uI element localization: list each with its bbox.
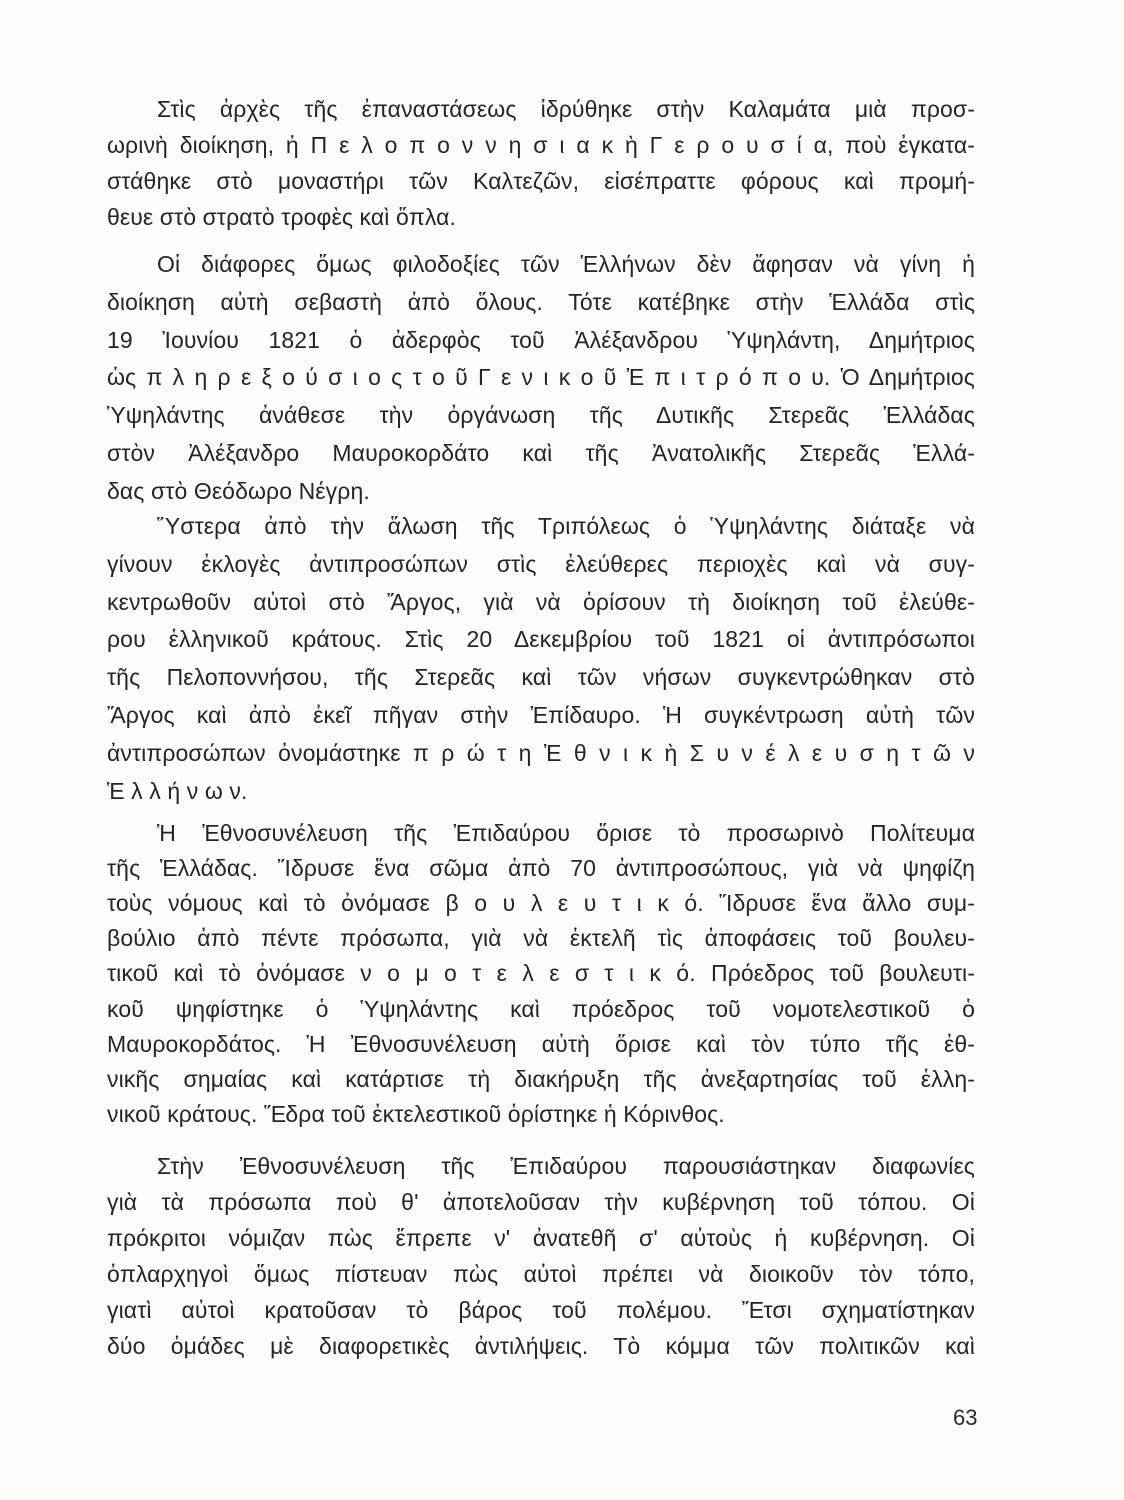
text-line: τῆς Πελοποννήσου, τῆς Στερεᾶς καὶ τῶν νήσων συγκεντρώθηκαν στὸ	[107, 664, 975, 691]
text-line: γιατὶ αὐτοὶ κρατοῦσαν τὸ βάρος τοῦ πολέμου. Ἔτσι σχηματίστηκαν	[107, 1297, 975, 1323]
text-line: ἀντιπροσώπων ὀνομάστηκε π ρ ώ τ η Ἐ θ ν ι κ ὴ Σ υ ν έ λ ε υ σ η τ ῶ ν	[107, 739, 975, 766]
text-line: Ἡ Ἐθνοσυνέλευση τῆς Ἐπιδαύρου ὅρισε τὸ προσωρινὸ Πολίτευμα	[157, 820, 975, 846]
text-line: ρου ἑλληνικοῦ κράτους. Στὶς 20 Δεκεμβρίου τοῦ 1821 οἱ ἀντιπρόσωποι	[107, 626, 975, 653]
text-line: νικοῦ κράτους. Ἕδρα τοῦ ἐκτελεστικοῦ ὁρίστηκε ἡ Κόρινθος.	[107, 1100, 725, 1127]
text-line: δύο ὁμάδες μὲ διαφορετικὲς ἀντιλήψεις. Τὸ κόμμα τῶν πολιτικῶν καὶ	[107, 1333, 975, 1359]
text-line: νικῆς σημαίας καὶ κατάρτισε τὴ διακήρυξη τῆς ἀνεξαρτησίας τοῦ ἑλλη-	[107, 1065, 975, 1092]
text-line: διοίκηση αὐτὴ σεβαστὴ ἀπὸ ὅλους. Τότε κατέβηκε στὴν Ἑλλάδα στὶς	[107, 288, 975, 315]
page-number: 63	[953, 1405, 978, 1430]
text-line: στάθηκε στὸ μοναστήρι τῶν Καλτεζῶν, εἰσέπραττε φόρους καὶ προμή-	[107, 168, 975, 194]
text-line: τικοῦ καὶ τὸ ὀνόμασε ν ο μ ο τ ε λ ε σ τ ι κ ό. Πρόεδρος τοῦ βουλευτι-	[107, 960, 975, 987]
text-line: πρόκριτοι νόμιζαν πὼς ἔπρεπε ν' ἀνατεθῆ σ' αὐτοὺς ἡ κυβέρνηση. Οἱ	[107, 1225, 975, 1251]
text-line: Στὴν Ἐθνοσυνέλευση τῆς Ἐπιδαύρου παρουσιάστηκαν διαφωνίες	[157, 1153, 975, 1179]
text-line: γίνουν ἐκλογὲς ἀντιπροσώπων στὶς ἐλεύθερες περιοχὲς καὶ νὰ συγ-	[107, 550, 975, 577]
text-line: ὡς π λ η ρ ε ξ ο ύ σ ι ο ς τ ο ῦ Γ ε ν ι κ ο ῦ Ἐ π ι τ ρ ό π ο υ. Ὁ Δημήτριος	[107, 364, 975, 391]
text-line: ωρινὴ διοίκηση, ἡ Π ε λ ο π ο ν ν η σ ι α κ ὴ Γ ε ρ ο υ σ ί α, ποὺ ἐγκατα-	[107, 132, 975, 158]
text-line: Ὑψηλάντης ἀνάθεσε τὴν ὀργάνωση τῆς Δυτικῆς Στερεᾶς Ἑλλάδας	[107, 402, 975, 429]
text-line: τῆς Ἑλλάδας. Ἵδρυσε ἕνα σῶμα ἀπὸ 70 ἀντιπροσώπους, γιὰ νὰ ψηφίζη	[107, 855, 975, 882]
text-line: τοὺς νόμους καὶ τὸ ὀνόμασε β ο υ λ ε υ τ ι κ ό. Ἵδρυσε ἕνα ἄλλο συμ-	[107, 890, 975, 917]
text-line: Ἄργος καὶ ἀπὸ ἐκεῖ πῆγαν στὴν Ἐπίδαυρο. Ἡ συγκέντρωση αὐτὴ τῶν	[107, 702, 975, 728]
text-line: γιὰ τὰ πρόσωπα ποὺ θ' ἀποτελοῦσαν τὴν κυβέρνηση τοῦ τόπου. Οἱ	[107, 1189, 975, 1215]
text-line: θευε στὸ στρατὸ τροφὲς καὶ ὅπλα.	[107, 204, 456, 230]
text-line: ὁπλαρχηγοὶ ὅμως πίστευαν πὼς αὐτοὶ πρέπει νὰ διοικοῦν τὸν τόπο,	[107, 1261, 975, 1287]
text-line: κεντρωθοῦν αὐτοὶ στὸ Ἄργος, γιὰ νὰ ὁρίσουν τὴ διοίκηση τοῦ ἐλεύθε-	[107, 588, 975, 615]
text-line: Ὕστερα ἀπὸ τὴν ἅλωση τῆς Τριπόλεως ὁ Ὑψηλάντης διάταξε νὰ	[157, 513, 975, 539]
text-line: Οἱ διάφορες ὅμως φιλοδοξίες τῶν Ἑλλήνων δὲν ἄφησαν νὰ γίνη ἡ	[157, 251, 975, 277]
text-line: Μαυροκορδάτος. Ἡ Ἐθνοσυνέλευση αὐτὴ ὅρισε καὶ τὸν τύπο τῆς ἐθ-	[107, 1030, 975, 1057]
text-line: στὸν Ἀλέξανδρο Μαυροκορδάτο καὶ τῆς Ἀνατολικῆς Στερεᾶς Ἑλλά-	[107, 440, 975, 466]
text-line: Στὶς ἀρχὲς τῆς ἐπαναστάσεως ἱδρύθηκε στὴν Καλαμάτα μιὰ προσ-	[157, 96, 975, 122]
text-line: δας στὸ Θεόδωρο Νέγρη.	[107, 477, 370, 504]
text-line: κοῦ ψηφίστηκε ὁ Ὑψηλάντης καὶ πρόεδρος τοῦ νομοτελεστικοῦ ὁ	[107, 995, 975, 1022]
text-line: Ἑ λ λ ή ν ω ν.	[107, 777, 248, 804]
text-line: βούλιο ἀπὸ πέντε πρόσωπα, γιὰ νὰ ἐκτελῆ τὶς ἀποφάσεις τοῦ βουλευ-	[107, 925, 975, 952]
text-line: 19 Ἰουνίου 1821 ὁ ἀδερφὸς τοῦ Ἀλέξανδρου Ὑψηλάντη, Δημήτριος	[107, 326, 975, 353]
